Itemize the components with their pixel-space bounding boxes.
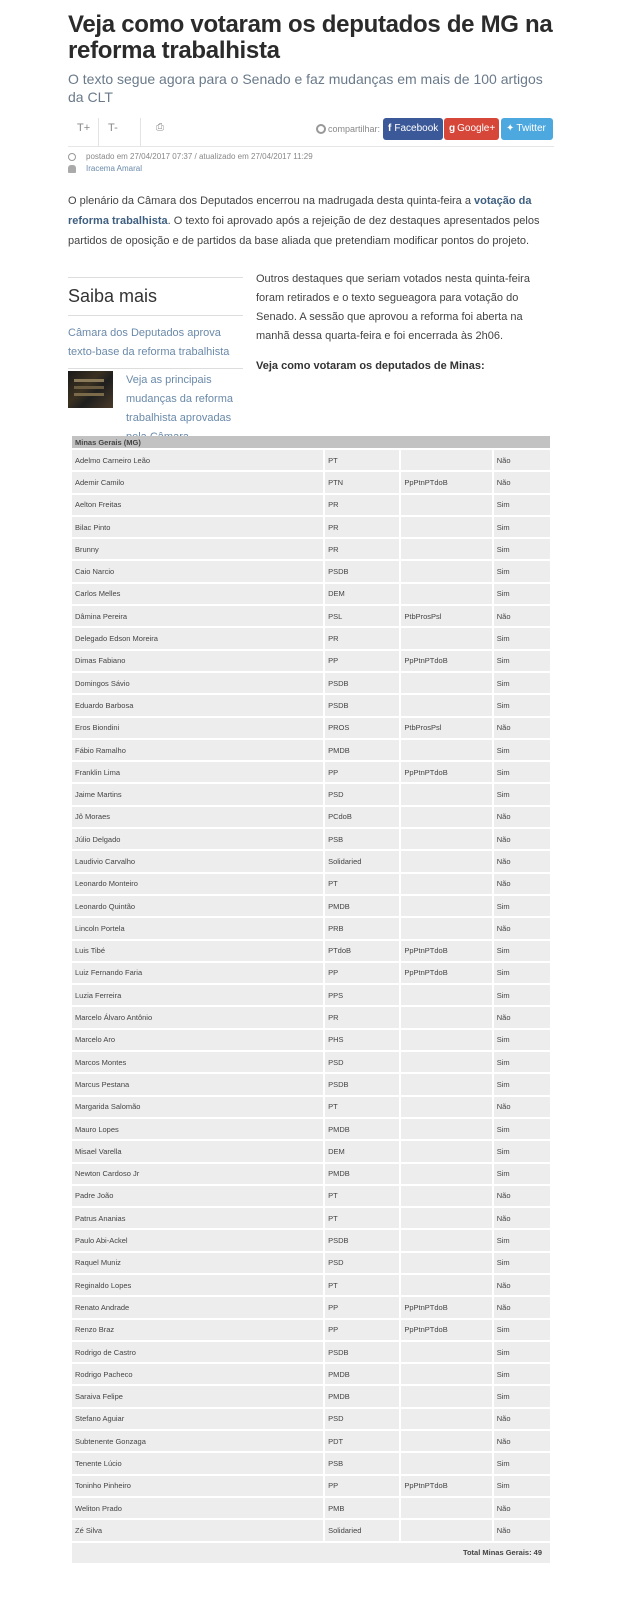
party: PT [325,1097,399,1117]
saiba-mais-box [68,277,243,424]
bloc: PpPtnPTdoB [401,1297,491,1317]
related-link[interactable]: Câmara dos Deputados aprova texto-base da reforma trabalhista [68,327,230,358]
table-intro: Veja como votaram os deputados de Minas: [256,360,485,372]
bloc [401,1409,491,1429]
vote: Não [494,1007,550,1027]
vote: Sim [494,1342,550,1362]
party: PP [325,762,399,782]
vote: Não [494,1275,550,1295]
table-row [72,1253,550,1273]
party: PSD [325,1253,399,1273]
deputy-name: Dimas Fabiano [72,651,323,671]
table-row [72,495,550,515]
party: PPS [325,985,399,1005]
table-row [72,1141,550,1161]
vote: Não [494,1208,550,1228]
bloc: PtbProsPsl [401,718,491,738]
table-total: Total Minas Gerais: 49 [72,1543,550,1563]
article-subtitle: O texto segue agora para o Senado e faz mudanças em mais de 100 artigos da CLT [68,71,543,105]
deputy-name: Marcos Montes [72,1052,323,1072]
party: PP [325,963,399,983]
vote: Não [494,1186,550,1206]
bloc [401,584,491,604]
party: PDT [325,1431,399,1451]
table-row [72,1186,550,1206]
table-row [72,584,550,604]
table-row [72,673,550,693]
bloc [401,628,491,648]
party: PT [325,1275,399,1295]
reform-vote-link[interactable]: votação da reforma trabalhista [68,195,532,227]
bloc: PtbProsPsl [401,606,491,626]
bloc [401,673,491,693]
vote: Sim [494,1386,550,1406]
party: PT [325,1186,399,1206]
bloc [401,1253,491,1273]
bloc [401,784,491,804]
party: PSB [325,829,399,849]
google-icon: g [449,123,456,134]
deputy-name: Toninho Pinheiro [72,1476,323,1496]
vote: Sim [494,651,550,671]
party: PP [325,1320,399,1340]
table-row [72,1275,550,1295]
article-meta [68,151,554,175]
font-increase-button[interactable]: T+ [77,122,91,134]
vote: Não [494,1498,550,1518]
party: PMDB [325,1364,399,1384]
table-row [72,1364,550,1384]
deputy-name: Jaime Martins [72,784,323,804]
bloc [401,450,491,470]
print-icon[interactable]: ⎙ [156,122,164,133]
bloc [401,561,491,581]
article-toolbar [68,118,554,147]
table-row [72,1119,550,1139]
share-label-text: compartilhar: [327,124,380,134]
related-link[interactable]: Veja as principais mudanças da reforma trabalhista aprovadas [126,374,233,424]
deputy-name: Dâmina Pereira [72,606,323,626]
deputy-name: Domingos Sávio [72,673,323,693]
bloc [401,1364,491,1384]
table-row [72,1230,550,1250]
table-row [72,941,550,961]
deputy-name: Bilac Pinto [72,517,323,537]
table-row [72,1097,550,1117]
deputy-name: Subtenente Gonzaga [72,1431,323,1451]
party: PR [325,1007,399,1027]
deputy-name: Newton Cardoso Jr [72,1164,323,1184]
google-share-button[interactable] [444,118,499,140]
party: DEM [325,1141,399,1161]
vote: Sim [494,1253,550,1273]
bloc [401,1431,491,1451]
vote: Sim [494,1476,550,1496]
table-row [72,807,550,827]
bloc: PpPtnPTdoB [401,651,491,671]
party: PP [325,1297,399,1317]
bloc [401,1097,491,1117]
table-header: Minas Gerais (MG) [72,436,550,448]
party: PSDB [325,695,399,715]
party: PSL [325,606,399,626]
party: PMDB [325,1164,399,1184]
bloc [401,1342,491,1362]
vote: Sim [494,584,550,604]
vote: Sim [494,539,550,559]
table-row [72,1386,550,1406]
share-label [316,124,380,134]
deputy-name: Renato Andrade [72,1297,323,1317]
table-row [72,985,550,1005]
party: PSD [325,1052,399,1072]
table-row [72,1453,550,1473]
party: PR [325,495,399,515]
party: PP [325,651,399,671]
party: PMDB [325,896,399,916]
divider [68,315,243,316]
facebook-label: Facebook [394,123,439,134]
table-row [72,651,550,671]
saiba-mais-heading: Saiba mais [68,286,158,306]
twitter-label: Twitter [516,123,546,134]
deputy-name: Leonardo Monteiro [72,874,323,894]
google-label: Google+ [457,123,496,134]
content-columns [68,273,554,457]
party: PMDB [325,1119,399,1139]
table-row [72,784,550,804]
table-row [72,539,550,559]
vote: Sim [494,628,550,648]
vote: Sim [494,695,550,715]
deputy-name: Saraiva Felipe [72,1386,323,1406]
vote: Não [494,851,550,871]
vote: Sim [494,985,550,1005]
vote: Não [494,1409,550,1429]
deputy-name: Margarida Salomão [72,1097,323,1117]
bloc [401,517,491,537]
party: PT [325,1208,399,1228]
vote: Sim [494,1364,550,1384]
party: PSDB [325,673,399,693]
party: PR [325,539,399,559]
vote: Não [494,1097,550,1117]
party: PTN [325,472,399,492]
party: PSDB [325,1074,399,1094]
vote: Sim [494,963,550,983]
vote: Sim [494,561,550,581]
facebook-share-button[interactable] [383,118,443,140]
vote: Sim [494,495,550,515]
party: Solidaried [325,851,399,871]
font-decrease-button[interactable]: T- [108,122,118,134]
vote: Sim [494,1230,550,1250]
vote: Sim [494,941,550,961]
deputy-name: Carlos Melles [72,584,323,604]
party: PROS [325,718,399,738]
votes-table [70,434,552,1565]
table-row [72,1030,550,1050]
table-row [72,762,550,782]
deputy-name: Eros Biondini [72,718,323,738]
bloc: PpPtnPTdoB [401,941,491,961]
table-row [72,628,550,648]
share-icon [316,124,326,134]
deputy-name: Padre João [72,1186,323,1206]
twitter-icon: ✦ [506,123,515,134]
deputy-name: Laudivio Carvalho [72,851,323,871]
table-row [72,1208,550,1228]
deputy-name: Paulo Abi-Ackel [72,1230,323,1250]
vote: Sim [494,1119,550,1139]
table-row [72,472,550,492]
facebook-icon: f [388,123,392,134]
deputy-name: Eduardo Barbosa [72,695,323,715]
vote: Sim [494,762,550,782]
vote: Sim [494,1074,550,1094]
vote: Não [494,874,550,894]
bloc [401,1208,491,1228]
table-row [72,1320,550,1340]
bloc [401,985,491,1005]
bloc [401,1498,491,1518]
party: PMDB [325,1386,399,1406]
vote: Não [494,829,550,849]
author-link[interactable]: Iracema Amaral [86,164,143,173]
bloc: PpPtnPTdoB [401,1320,491,1340]
bloc [401,1386,491,1406]
table-row [72,1342,550,1362]
bloc [401,1052,491,1072]
deputy-name: Luiz Fernando Faria [72,963,323,983]
vote: Sim [494,1141,550,1161]
table-row [72,874,550,894]
table-row [72,851,550,871]
vote: Sim [494,1320,550,1340]
toolbar-divider [140,118,141,146]
vote: Não [494,718,550,738]
deputy-name: Adelmo Carneiro Leão [72,450,323,470]
deputy-name: Ademir Camilo [72,472,323,492]
party: PTdoB [325,941,399,961]
table-row [72,561,550,581]
vote: Não [494,1297,550,1317]
party: PCdoB [325,807,399,827]
vote: Sim [494,517,550,537]
deputy-name: Mauro Lopes [72,1119,323,1139]
vote: Não [494,918,550,938]
table-row [72,1431,550,1451]
article-title: Veja como votaram os deputados de MG na reforma trabalhista [68,11,553,64]
table-row [72,695,550,715]
bloc [401,851,491,871]
vote: Sim [494,1052,550,1072]
party: PSDB [325,561,399,581]
party: PP [325,1476,399,1496]
deputy-name: Rodrigo de Castro [72,1342,323,1362]
vote: Sim [494,673,550,693]
party: PMB [325,1498,399,1518]
table-row [72,1409,550,1429]
party: PRB [325,918,399,938]
bloc [401,539,491,559]
table-row [72,918,550,938]
bloc [401,807,491,827]
table-row [72,1520,550,1540]
bloc [401,1275,491,1295]
deputy-name: Júlio Delgado [72,829,323,849]
divider [68,368,243,369]
party: PMDB [325,740,399,760]
party: PT [325,874,399,894]
deputy-name: Franklin Lima [72,762,323,782]
deputy-name: Raquel Muniz [72,1253,323,1273]
bloc [401,495,491,515]
party: Solidaried [325,1520,399,1540]
bloc: PpPtnPTdoB [401,472,491,492]
deputy-name: Tenente Lúcio [72,1453,323,1473]
table-row [72,1007,550,1027]
table-row [72,896,550,916]
table-row [72,517,550,537]
party: DEM [325,584,399,604]
bloc [401,918,491,938]
bloc [401,695,491,715]
bloc [401,1074,491,1094]
party: PSDB [325,1230,399,1250]
toolbar-divider [98,118,99,146]
deputy-name: Zé Silva [72,1520,323,1540]
bloc [401,896,491,916]
party: PSD [325,784,399,804]
vote: Sim [494,896,550,916]
bloc [401,1520,491,1540]
deputy-name: Aelton Freitas [72,495,323,515]
related-thumbnail[interactable] [68,371,113,408]
post-dates: postado em 27/04/2017 07:37 / atualizado em 27/04/2017 11:29 [86,152,313,161]
deputy-name: Luzia Ferreira [72,985,323,1005]
deputy-name: Leonardo Quintão [72,896,323,916]
bloc [401,1007,491,1027]
intro-text: O plenário da Câmara dos Deputados encerrou na madrugada desta quinta-feira a [68,195,475,207]
deputy-name: Luis Tibé [72,941,323,961]
vote: Não [494,807,550,827]
bloc [401,874,491,894]
table-row [72,963,550,983]
deputy-name: Misael Varella [72,1141,323,1161]
vote: Sim [494,1164,550,1184]
vote: Não [494,606,550,626]
bloc [401,829,491,849]
bloc [401,1030,491,1050]
bloc [401,1141,491,1161]
deputy-name: Marcelo Álvaro Antônio [72,1007,323,1027]
table-row [72,1074,550,1094]
table-row [72,1052,550,1072]
intro-paragraph [68,191,554,251]
vote: Sim [494,784,550,804]
bloc [401,1453,491,1473]
vote: Sim [494,740,550,760]
table-row [72,450,550,470]
deputy-name: Patrus Ananias [72,1208,323,1228]
table-row [72,606,550,626]
party: PSB [325,1453,399,1473]
bloc [401,1186,491,1206]
party: PR [325,628,399,648]
deputy-name: Marcelo Aro [72,1030,323,1050]
table-row [72,829,550,849]
table-row [72,740,550,760]
bloc [401,740,491,760]
deputy-name: Stefano Aguiar [72,1409,323,1429]
author-icon [68,165,76,173]
table-row [72,1297,550,1317]
deputy-name: Weliton Prado [72,1498,323,1518]
party: PHS [325,1030,399,1050]
party: PSDB [325,1342,399,1362]
vote: Não [494,450,550,470]
party: PR [325,517,399,537]
bloc [401,1164,491,1184]
bloc: PpPtnPTdoB [401,762,491,782]
bloc: PpPtnPTdoB [401,1476,491,1496]
vote: Não [494,1431,550,1451]
deputy-name: Delegado Edson Moreira [72,628,323,648]
deputy-name: Renzo Braz [72,1320,323,1340]
twitter-share-button[interactable] [501,118,553,140]
body-paragraph: Outros destaques que seriam votados nesta quinta-feira foram retirados e o texto segueagora para votação do Senado. A sessão que aprovou a reforma foi aberta na manhã dessa quarta-feira e foi encerrada às 2h06. [256,273,530,342]
deputy-name: Rodrigo Pacheco [72,1364,323,1384]
intro-text: . O texto foi aprovado após a rejeição de dez destaques apresentados pelos partidos de oposição e de partidos da base aliada que pretendiam modificar pontos do projeto. [68,215,540,247]
deputy-name: Fábio Ramalho [72,740,323,760]
table-row [72,1498,550,1518]
deputy-name: Reginaldo Lopes [72,1275,323,1295]
deputy-name: Jô Moraes [72,807,323,827]
bloc: PpPtnPTdoB [401,963,491,983]
body-column [256,270,556,376]
deputy-name: Marcus Pestana [72,1074,323,1094]
deputy-name: Lincoln Portela [72,918,323,938]
deputy-name: Brunny [72,539,323,559]
clock-icon [68,153,76,161]
party: PSD [325,1409,399,1429]
table-row [72,1476,550,1496]
bloc [401,1119,491,1139]
deputy-name: Caio Narcio [72,561,323,581]
vote: Sim [494,1030,550,1050]
table-row [72,1164,550,1184]
bloc [401,1230,491,1250]
party: PT [325,450,399,470]
vote: Sim [494,1453,550,1473]
vote: Não [494,1520,550,1540]
table-row [72,718,550,738]
vote: Não [494,472,550,492]
